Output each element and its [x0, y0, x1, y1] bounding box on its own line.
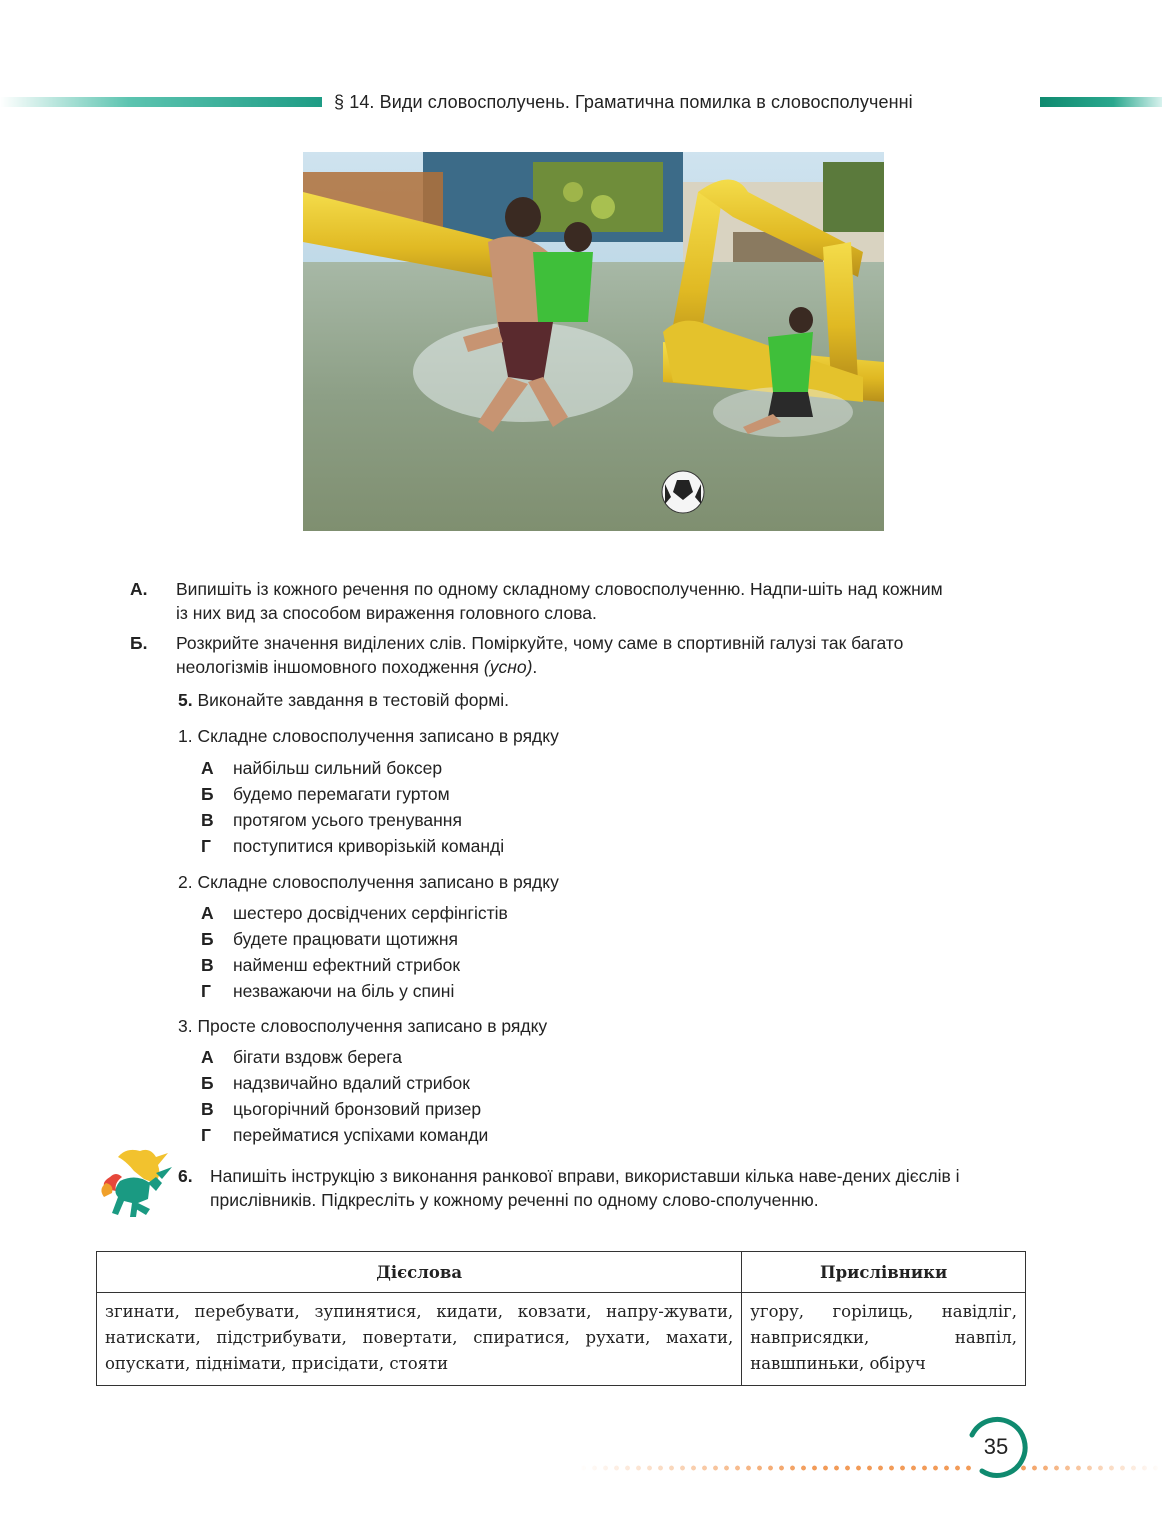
- exercise-5-text: Виконайте завдання в тестовій формі.: [197, 690, 510, 710]
- question-2-option-d: Г незважаючи на біль у спині: [201, 981, 455, 1001]
- exercise-6-text: Напишіть інструкцію з виконання ранкової вправи, використавши кілька наве-дених дієслів і прислівників. Підкресліть у кожному реченні по одному слово-сполученню.: [210, 1166, 960, 1210]
- question-1-option-a: А найбільш сильний боксер: [201, 758, 443, 778]
- table-header-row: [97, 1252, 1026, 1293]
- task-a: [130, 577, 950, 625]
- section-title: § 14. Види словосполучень. Граматична помилка в словосполученні: [334, 92, 913, 112]
- question-3-prompt: 3. Просте словосполучення записано в рядку: [178, 1016, 548, 1036]
- question-1-option-d: Г поступитися криворізькій команді: [201, 836, 505, 856]
- exercise-5-number: 5.: [178, 690, 193, 710]
- task-b-text: Розкрийте значення виділених слів. Поміркуйте, чому саме в спортивній галузі так багато неологізмів іншомовного походження: [176, 633, 904, 677]
- exercise-6-number: 6.: [178, 1166, 193, 1186]
- question-2-prompt: 2. Складне словосполучення записано в рядку: [178, 872, 559, 892]
- header-adverbs: Прислівники: [742, 1252, 1026, 1293]
- question-3-option-b: Б надзвичайно вдалий стрибок: [201, 1073, 470, 1093]
- question-1-prompt: 1. Складне словосполучення записано в рядку: [178, 726, 559, 746]
- footer-dots-decor: [578, 1464, 1162, 1472]
- question-2-option-a: А шестеро досвідчених серфінгістів: [201, 903, 508, 923]
- question-1-option-b: Б будемо перемагати гуртом: [201, 784, 450, 804]
- header-verbs: Дієслова: [97, 1252, 742, 1293]
- question-1-option-c: В протягом усього тренування: [201, 810, 462, 830]
- adverbs-cell: угору, горілиць, навідліг, навприсядки, навпіл, навшпиньки, обіруч: [742, 1293, 1026, 1386]
- verbs-cell: згинати, перебувати, зупинятися, кидати, ковзати, напру-жувати, натискати, підстрибувати, повертати, спиратися, рухати, махати, опускати, піднімати, присідати, стояти: [97, 1293, 742, 1386]
- task-b: [130, 631, 950, 679]
- table-row: [97, 1293, 1026, 1386]
- question-3-option-c: В цьогорічний бронзовий призер: [201, 1099, 482, 1119]
- question-2-option-b: Б будете працювати щотижня: [201, 929, 458, 949]
- unicorn-icon: [96, 1143, 176, 1229]
- task-a-text: Випишіть із кожного речення по одному складному словосполученню. Надпи-шіть над кожним із них вид за способом вираження головного слова.: [176, 579, 943, 623]
- header-decor-bar-right: [1040, 97, 1162, 107]
- question-3-option-d: Г перейматися успіхами команди: [201, 1125, 489, 1145]
- task-b-note: (усно): [483, 657, 533, 677]
- task-b-key: Б.: [130, 633, 148, 653]
- header-decor-bar-left: [0, 97, 322, 107]
- verbs-adverbs-table: [96, 1251, 1026, 1386]
- task-a-key: А.: [130, 579, 148, 599]
- page-number: 35: [983, 1434, 1009, 1459]
- exercise-5-heading: [178, 688, 509, 712]
- exercise-6: [178, 1164, 960, 1212]
- question-3-option-a: А бігати вздовж берега: [201, 1047, 403, 1067]
- question-2-option-c: В найменш ефектний стрибок: [201, 955, 460, 975]
- tasks-block: [130, 577, 950, 685]
- task-b-tail: .: [532, 657, 538, 677]
- water-football-photo: [303, 152, 884, 531]
- water-football-illustration: [303, 152, 884, 531]
